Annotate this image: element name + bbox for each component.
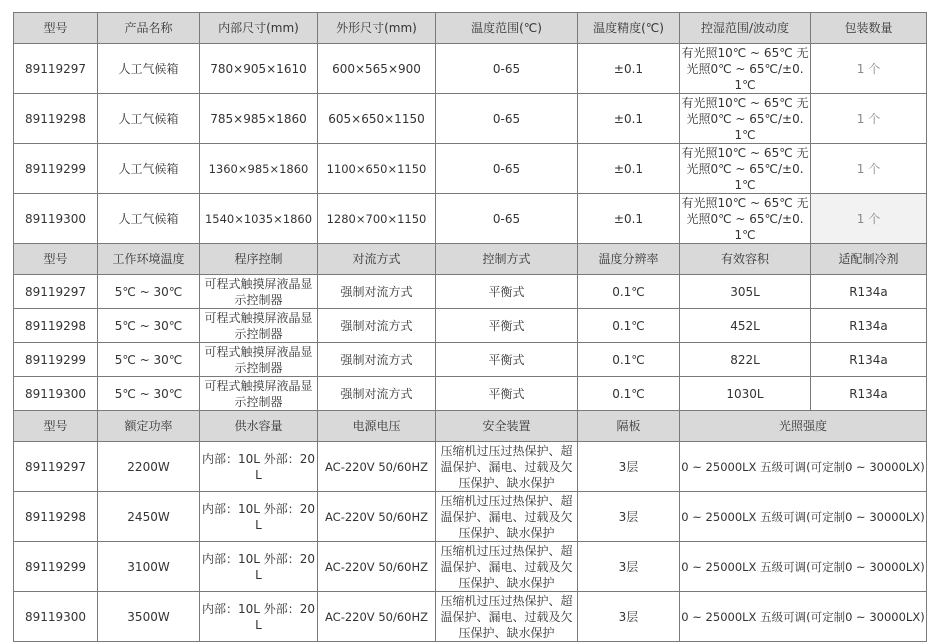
table-row	[14, 492, 927, 542]
table-row	[14, 275, 927, 309]
ambient-temp-cell: 5℃ ~ 30℃	[98, 275, 200, 309]
product-name-cell: 人工气候箱	[98, 94, 200, 144]
model-cell: 89119300	[14, 194, 98, 244]
product-name-cell: 人工气候箱	[98, 194, 200, 244]
safety-device-cell: 压缩机过压过热保护、超温保护、漏电、过载及欠压保护、缺水保护	[436, 542, 578, 592]
outer-size-cell: 600×565×900	[318, 44, 436, 94]
header-cell: 型号	[14, 411, 98, 442]
volume-cell: 452L	[680, 309, 811, 343]
model-cell: 89119297	[14, 442, 98, 492]
header-cell: 型号	[14, 244, 98, 275]
temp-accuracy-cell: ±0.1	[578, 94, 680, 144]
header-cell: 对流方式	[318, 244, 436, 275]
header-cell: 供水容量	[200, 411, 318, 442]
volume-cell: 1030L	[680, 377, 811, 411]
program-control-cell: 可程式触摸屏液晶显示控制器	[200, 377, 318, 411]
header-cell: 隔板	[578, 411, 680, 442]
header-cell: 光照强度	[680, 411, 927, 442]
header-cell: 内部尺寸(mm)	[200, 13, 318, 44]
temp-accuracy-cell: ±0.1	[578, 194, 680, 244]
header-cell: 额定功率	[98, 411, 200, 442]
model-cell: 89119299	[14, 542, 98, 592]
water-capacity-cell: 内部：10L 外部：20L	[200, 442, 318, 492]
outer-size-cell: 1100×650×1150	[318, 144, 436, 194]
humidity-range-cell: 有光照10℃ ~ 65℃ 无光照0℃ ~ 65℃/±0.1℃	[681, 45, 809, 92]
temp-resolution-cell: 0.1℃	[578, 275, 680, 309]
convection-cell: 强制对流方式	[318, 343, 436, 377]
humidity-range-cell: 有光照10℃ ~ 65℃ 无光照0℃ ~ 65℃/±0.1℃	[681, 95, 809, 142]
header-cell: 工作环境温度	[98, 244, 200, 275]
model-cell: 89119299	[14, 144, 98, 194]
humidity-range-cell: 有光照10℃ ~ 65℃ 无光照0℃ ~ 65℃/±0.1℃	[681, 195, 809, 242]
humidity-range-cell: 有光照10℃ ~ 65℃ 无光照0℃ ~ 65℃/±0.1℃	[681, 145, 809, 192]
package-qty-cell: 1 个	[811, 94, 927, 144]
header-cell: 控湿范围/波动度	[680, 13, 811, 44]
model-cell: 89119299	[14, 343, 98, 377]
rated-power-cell: 2450W	[98, 492, 200, 542]
temp-resolution-cell: 0.1℃	[578, 377, 680, 411]
control-mode-cell: 平衡式	[436, 309, 578, 343]
power-voltage-cell: AC-220V 50/60HZ	[318, 592, 436, 642]
package-qty-cell: 1 个	[811, 44, 927, 94]
rated-power-cell: 3100W	[98, 542, 200, 592]
temp-range-cell: 0-65	[436, 194, 578, 244]
ambient-temp-cell: 5℃ ~ 30℃	[98, 377, 200, 411]
header-cell: 控制方式	[436, 244, 578, 275]
header-cell: 有效容积	[680, 244, 811, 275]
temp-accuracy-cell: ±0.1	[578, 144, 680, 194]
outer-size-cell: 1280×700×1150	[318, 194, 436, 244]
package-qty-cell: 1 个	[811, 144, 927, 194]
light-intensity-cell: 0 ~ 25000LX 五级可调(可定制0 ~ 30000LX)	[680, 492, 927, 542]
model-cell: 89119298	[14, 492, 98, 542]
temp-accuracy-cell: ±0.1	[578, 44, 680, 94]
header-cell: 包装数量	[811, 13, 927, 44]
header-row-1	[14, 13, 927, 44]
outer-size-cell: 605×650×1150	[318, 94, 436, 144]
table-row	[14, 144, 927, 194]
light-intensity-cell: 0 ~ 25000LX 五级可调(可定制0 ~ 30000LX)	[680, 442, 927, 492]
header-cell: 适配制冷剂	[811, 244, 927, 275]
table-row	[14, 592, 927, 642]
package-qty-cell: 1 个	[811, 194, 927, 244]
model-cell: 89119300	[14, 377, 98, 411]
water-capacity-cell: 内部：10L 外部：20L	[200, 492, 318, 542]
rated-power-cell: 2200W	[98, 442, 200, 492]
model-cell: 89119297	[14, 275, 98, 309]
table-row	[14, 94, 927, 144]
temp-resolution-cell: 0.1℃	[578, 343, 680, 377]
shelf-cell: 3层	[578, 542, 680, 592]
temp-resolution-cell: 0.1℃	[578, 309, 680, 343]
power-voltage-cell: AC-220V 50/60HZ	[318, 442, 436, 492]
header-cell: 产品名称	[98, 13, 200, 44]
header-cell: 电源电压	[318, 411, 436, 442]
shelf-cell: 3层	[578, 492, 680, 542]
header-cell: 外形尺寸(mm)	[318, 13, 436, 44]
power-voltage-cell: AC-220V 50/60HZ	[318, 492, 436, 542]
table-row	[14, 542, 927, 592]
table-row	[14, 377, 927, 411]
model-cell: 89119298	[14, 94, 98, 144]
temp-range-cell: 0-65	[436, 144, 578, 194]
control-mode-cell: 平衡式	[436, 343, 578, 377]
inner-size-cell: 1360×985×1860	[200, 144, 318, 194]
header-cell: 温度精度(℃)	[578, 13, 680, 44]
safety-device-cell: 压缩机过压过热保护、超温保护、漏电、过载及欠压保护、缺水保护	[436, 442, 578, 492]
ambient-temp-cell: 5℃ ~ 30℃	[98, 343, 200, 377]
table-row	[14, 44, 927, 94]
control-mode-cell: 平衡式	[436, 377, 578, 411]
shelf-cell: 3层	[578, 592, 680, 642]
header-cell: 安全装置	[436, 411, 578, 442]
table-row	[14, 442, 927, 492]
inner-size-cell: 785×985×1860	[200, 94, 318, 144]
rated-power-cell: 3500W	[98, 592, 200, 642]
model-cell: 89119297	[14, 44, 98, 94]
table-row	[14, 309, 927, 343]
product-name-cell: 人工气候箱	[98, 44, 200, 94]
spec-table	[13, 12, 927, 642]
program-control-cell: 可程式触摸屏液晶显示控制器	[200, 309, 318, 343]
temp-range-cell: 0-65	[436, 44, 578, 94]
temp-range-cell: 0-65	[436, 94, 578, 144]
inner-size-cell: 1540×1035×1860	[200, 194, 318, 244]
convection-cell: 强制对流方式	[318, 377, 436, 411]
safety-device-cell: 压缩机过压过热保护、超温保护、漏电、过载及欠压保护、缺水保护	[436, 492, 578, 542]
refrigerant-cell: R134a	[811, 309, 927, 343]
header-cell: 型号	[14, 13, 98, 44]
control-mode-cell: 平衡式	[436, 275, 578, 309]
convection-cell: 强制对流方式	[318, 309, 436, 343]
header-row-2	[14, 244, 927, 275]
model-cell: 89119298	[14, 309, 98, 343]
refrigerant-cell: R134a	[811, 275, 927, 309]
header-cell: 温度范围(℃)	[436, 13, 578, 44]
table-row	[14, 194, 927, 244]
header-row-3	[14, 411, 927, 442]
volume-cell: 822L	[680, 343, 811, 377]
program-control-cell: 可程式触摸屏液晶显示控制器	[200, 275, 318, 309]
refrigerant-cell: R134a	[811, 377, 927, 411]
safety-device-cell: 压缩机过压过热保护、超温保护、漏电、过载及欠压保护、缺水保护	[436, 592, 578, 642]
ambient-temp-cell: 5℃ ~ 30℃	[98, 309, 200, 343]
table-row	[14, 343, 927, 377]
convection-cell: 强制对流方式	[318, 275, 436, 309]
light-intensity-cell: 0 ~ 25000LX 五级可调(可定制0 ~ 30000LX)	[680, 542, 927, 592]
refrigerant-cell: R134a	[811, 343, 927, 377]
water-capacity-cell: 内部：10L 外部：20L	[200, 542, 318, 592]
power-voltage-cell: AC-220V 50/60HZ	[318, 542, 436, 592]
volume-cell: 305L	[680, 275, 811, 309]
shelf-cell: 3层	[578, 442, 680, 492]
light-intensity-cell: 0 ~ 25000LX 五级可调(可定制0 ~ 30000LX)	[680, 592, 927, 642]
product-name-cell: 人工气候箱	[98, 144, 200, 194]
header-cell: 程序控制	[200, 244, 318, 275]
water-capacity-cell: 内部：10L 外部：20L	[200, 592, 318, 642]
model-cell: 89119300	[14, 592, 98, 642]
header-cell: 温度分辨率	[578, 244, 680, 275]
program-control-cell: 可程式触摸屏液晶显示控制器	[200, 343, 318, 377]
inner-size-cell: 780×905×1610	[200, 44, 318, 94]
